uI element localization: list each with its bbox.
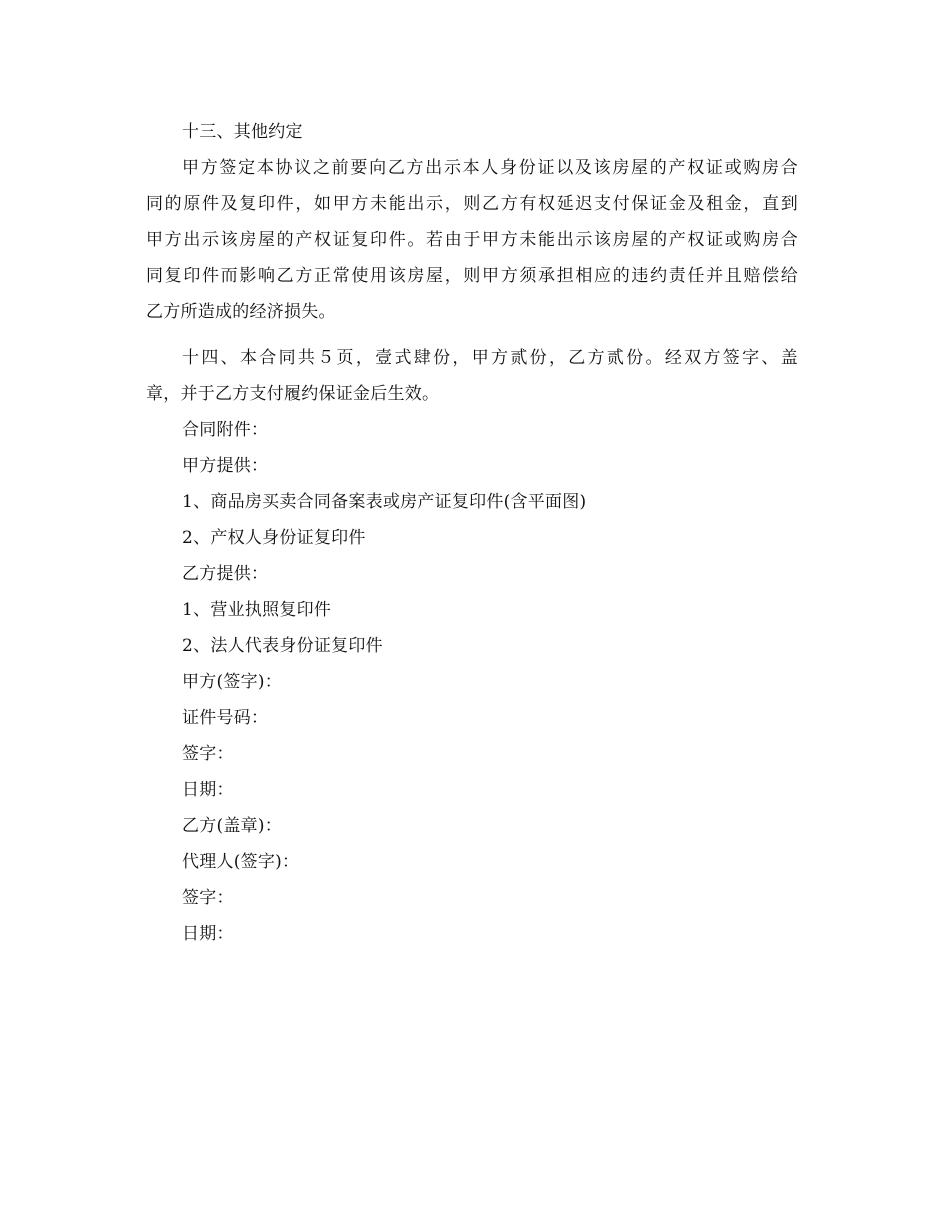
section-13-line-4: 同复印件而影响乙方正常使用该房屋，则甲方须承担相应的违约责任并且赔偿给 <box>146 266 798 286</box>
party-a-provides-label: 甲方提供： <box>182 456 269 476</box>
agent-signature-label: 代理人(签字)： <box>182 852 300 872</box>
section-13-line-1: 甲方签定本协议之前要向乙方出示本人身份证以及该房屋的产权证或购房合 <box>182 158 798 178</box>
party-b-provides-label: 乙方提供： <box>182 564 269 584</box>
party-b-seal-label: 乙方(盖章)： <box>182 816 283 836</box>
party-a-signature-label: 甲方(签字)： <box>182 672 283 692</box>
party-a-sign-label: 签字： <box>182 744 234 764</box>
section-14-line-2: 章，并于乙方支付履约保证金后生效。 <box>146 384 440 404</box>
document-body <box>146 114 798 952</box>
party-a-date-label: 日期： <box>182 780 234 800</box>
party-b-sign-label: 签字： <box>182 888 234 908</box>
party-b-item-2: 2、法人代表身份证复印件 <box>182 636 383 656</box>
section-13-line-5: 乙方所造成的经济损失。 <box>146 302 336 322</box>
section-13-line-3: 甲方出示该房屋的产权证复印件。若由于甲方未能出示该房屋的产权证或购房合 <box>146 230 798 250</box>
section-14-line-1: 十四、本合同共５页，壹式肆份，甲方贰份，乙方贰份。经双方签字、盖 <box>182 348 798 368</box>
section-13-heading: 十三、其他约定 <box>182 122 303 142</box>
attachments-title: 合同附件： <box>182 420 269 440</box>
section-13-line-2: 同的原件及复印件，如甲方未能出示，则乙方有权延迟支付保证金及租金，直到 <box>146 194 798 214</box>
id-number-label: 证件号码： <box>182 708 269 728</box>
party-a-item-2: 2、产权人身份证复印件 <box>182 528 366 548</box>
party-b-date-label: 日期： <box>182 924 234 944</box>
party-a-item-1: 1、商品房买卖合同备案表或房产证复印件(含平面图) <box>182 492 587 512</box>
party-b-item-1: 1、营业执照复印件 <box>182 600 332 620</box>
paragraph-gap <box>146 330 798 340</box>
